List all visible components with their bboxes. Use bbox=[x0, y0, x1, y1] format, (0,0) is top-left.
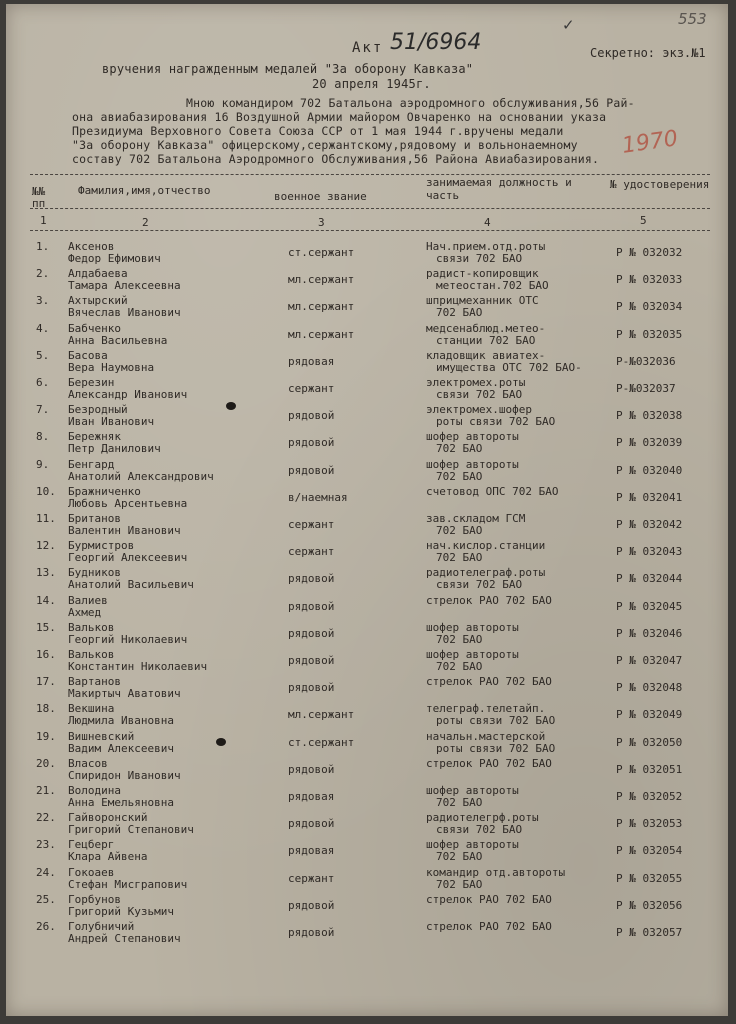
row-number: 21. bbox=[36, 784, 56, 797]
row-given-names: Георгий Алексеевич bbox=[68, 551, 188, 564]
row-number: 12. bbox=[36, 539, 56, 552]
row-number: 25. bbox=[36, 893, 56, 906]
row-post-line-1: командир отд.автороты bbox=[426, 866, 566, 879]
header-rule-top bbox=[30, 174, 710, 175]
row-rank: рядовой bbox=[288, 627, 335, 640]
row-certificate: Р № 032055 bbox=[616, 872, 683, 885]
row-post-line-1: шофер автороты bbox=[426, 430, 519, 443]
row-rank: сержант bbox=[288, 518, 335, 531]
row-post-line-1: шофер автороты bbox=[426, 648, 519, 661]
row-post-line-1: радиотелегрф.роты bbox=[426, 811, 539, 824]
row-rank: сержант bbox=[288, 382, 335, 395]
row-given-names: Анна Емельяновна bbox=[68, 796, 174, 809]
row-given-names: Александр Иванович bbox=[68, 388, 188, 401]
row-post-line-2: 702 БАО bbox=[436, 524, 483, 537]
row-number: 9. bbox=[36, 458, 50, 471]
row-number: 4. bbox=[36, 322, 50, 335]
row-post-line-1: Нач.прием.отд.роты bbox=[426, 240, 546, 253]
row-surname: Володина bbox=[68, 784, 121, 797]
row-post-line-2: 702 БАО bbox=[436, 470, 483, 483]
page-number: 553 bbox=[678, 10, 707, 28]
column-header-cert: № удостоверения bbox=[610, 178, 710, 191]
row-post-line-1: стрелок РАО 702 БАО bbox=[426, 757, 552, 770]
row-rank: рядовой bbox=[288, 681, 335, 694]
row-certificate: Р № 032032 bbox=[616, 246, 683, 259]
row-rank: рядовая bbox=[288, 790, 335, 803]
row-given-names: Петр Данилович bbox=[68, 442, 161, 455]
row-post-line-1: радист-копировщик bbox=[426, 267, 539, 280]
column-number-3: 3 bbox=[318, 216, 325, 229]
row-number: 1. bbox=[36, 240, 50, 253]
row-post-line-2: связи 702 БАО bbox=[436, 578, 523, 591]
row-surname: Векшина bbox=[68, 702, 115, 715]
row-certificate: Р № 032050 bbox=[616, 736, 683, 749]
row-number: 8. bbox=[36, 430, 50, 443]
act-title: Акт bbox=[352, 40, 384, 56]
red-stamp-number: 1970 bbox=[620, 126, 680, 159]
row-rank: рядовой bbox=[288, 436, 335, 449]
row-number: 7. bbox=[36, 403, 50, 416]
row-certificate: Р № 032042 bbox=[616, 518, 683, 531]
row-given-names: Спиридон Иванович bbox=[68, 769, 181, 782]
row-rank: рядовой bbox=[288, 899, 335, 912]
row-rank: рядовая bbox=[288, 844, 335, 857]
secret-label: Секретно: экз.№1 bbox=[590, 46, 706, 60]
row-post-line-2: станции 702 БАО bbox=[436, 334, 536, 347]
row-rank: рядовой bbox=[288, 600, 335, 613]
row-certificate: Р № 032038 bbox=[616, 409, 683, 422]
row-post-line-2: роты связи 702 БАО bbox=[436, 714, 556, 727]
row-given-names: Клара Айвена bbox=[68, 850, 148, 863]
row-rank: в/наемная bbox=[288, 491, 348, 504]
row-rank: рядовая bbox=[288, 355, 335, 368]
row-post-line-1: шприцмеханник ОТС bbox=[426, 294, 539, 307]
row-certificate: Р № 032045 bbox=[616, 600, 683, 613]
row-number: 16. bbox=[36, 648, 56, 661]
column-header-rank: военное звание bbox=[274, 190, 367, 203]
row-post-line-1: шофер автороты bbox=[426, 458, 519, 471]
row-rank: мл.сержант bbox=[288, 273, 355, 286]
column-number-4: 4 bbox=[484, 216, 491, 229]
row-surname: Горбунов bbox=[68, 893, 121, 906]
row-post-line-2: 702 БАО bbox=[436, 660, 483, 673]
row-post-line-2: роты связи 702 БАО bbox=[436, 415, 556, 428]
row-post-line-1: нач.кислор.станции bbox=[426, 539, 546, 552]
row-certificate: Р № 032046 bbox=[616, 627, 683, 640]
row-given-names: Вадим Алексеевич bbox=[68, 742, 174, 755]
row-certificate: Р № 032035 bbox=[616, 328, 683, 341]
row-post-line-1: шофер автороты bbox=[426, 621, 519, 634]
row-surname: Бенгард bbox=[68, 458, 115, 471]
row-number: 15. bbox=[36, 621, 56, 634]
row-surname: Березин bbox=[68, 376, 115, 389]
row-rank: рядовой bbox=[288, 572, 335, 585]
check-mark: ✓ bbox=[562, 16, 575, 34]
row-post-line-1: стрелок РАО 702 БАО bbox=[426, 594, 552, 607]
row-surname: Британов bbox=[68, 512, 121, 525]
row-surname: Безродный bbox=[68, 403, 128, 416]
row-post-line-1: шофер автороты bbox=[426, 784, 519, 797]
row-given-names: Георгий Николаевич bbox=[68, 633, 188, 646]
row-given-names: Людмила Ивановна bbox=[68, 714, 174, 727]
row-certificate: Р № 032047 bbox=[616, 654, 683, 667]
row-rank: рядовой bbox=[288, 409, 335, 422]
row-certificate: Р № 032057 bbox=[616, 926, 683, 939]
row-number: 3. bbox=[36, 294, 50, 307]
row-number: 19. bbox=[36, 730, 56, 743]
row-surname: Басова bbox=[68, 349, 108, 362]
row-number: 26. bbox=[36, 920, 56, 933]
row-number: 17. bbox=[36, 675, 56, 688]
row-certificate: Р № 032039 bbox=[616, 436, 683, 449]
row-surname: Бабченко bbox=[68, 322, 121, 335]
row-certificate: Р № 032052 bbox=[616, 790, 683, 803]
row-post-line-2: связи 702 БАО bbox=[436, 388, 523, 401]
row-given-names: Тамара Алексеевна bbox=[68, 279, 181, 292]
row-surname: Бережняк bbox=[68, 430, 121, 443]
row-rank: сержант bbox=[288, 872, 335, 885]
row-surname: Гайворонский bbox=[68, 811, 148, 824]
document-number: 51/6964 bbox=[390, 30, 482, 55]
row-given-names: Макиртыч Аватович bbox=[68, 687, 181, 700]
row-given-names: Григорий Степанович bbox=[68, 823, 194, 836]
row-surname: Валиев bbox=[68, 594, 108, 607]
row-given-names: Анатолий Васильевич bbox=[68, 578, 194, 591]
row-given-names: Валентин Иванович bbox=[68, 524, 181, 537]
intro-line-1: Мною командиром 702 Батальона аэродромного обслуживания,56 Рай- bbox=[186, 96, 635, 110]
row-certificate: Р № 032040 bbox=[616, 464, 683, 477]
row-number: 10. bbox=[36, 485, 56, 498]
row-surname: Вишневский bbox=[68, 730, 135, 743]
row-given-names: Анна Васильевна bbox=[68, 334, 168, 347]
row-number: 5. bbox=[36, 349, 50, 362]
row-rank: мл.сержант bbox=[288, 328, 355, 341]
row-number: 2. bbox=[36, 267, 50, 280]
row-post-line-1: электромех.шофер bbox=[426, 403, 532, 416]
row-rank: рядовой bbox=[288, 817, 335, 830]
row-post-line-2: связи 702 БАО bbox=[436, 252, 523, 265]
row-certificate: Р № 032034 bbox=[616, 300, 683, 313]
row-given-names: Ахмед bbox=[68, 606, 102, 619]
row-given-names: Любовь Арсентьевна bbox=[68, 497, 188, 510]
row-given-names: Анатолий Александрович bbox=[68, 470, 214, 483]
row-post-line-1: электромех.роты bbox=[426, 376, 526, 389]
row-certificate: Р № 032049 bbox=[616, 708, 683, 721]
row-surname: Голубничий bbox=[68, 920, 135, 933]
row-number: 14. bbox=[36, 594, 56, 607]
row-given-names: Вячеслав Иванович bbox=[68, 306, 181, 319]
row-post-line-1: зав.складом ГСМ bbox=[426, 512, 526, 525]
header-rule-mid bbox=[30, 208, 710, 209]
intro-line-4: "За оборону Кавказа" офицерскому,сержантскому,рядовому и вольнонаемному bbox=[72, 138, 578, 152]
row-post-line-1: счетовод ОПС 702 БАО bbox=[426, 485, 559, 498]
row-post-line-2: 702 БАО bbox=[436, 442, 483, 455]
row-rank: мл.сержант bbox=[288, 708, 355, 721]
row-given-names: Иван Иванович bbox=[68, 415, 155, 428]
row-certificate: Р № 032054 bbox=[616, 844, 683, 857]
row-post-line-2: 702 БАО bbox=[436, 796, 483, 809]
row-certificate: Р № 032043 bbox=[616, 545, 683, 558]
row-given-names: Григорий Кузьмич bbox=[68, 905, 174, 918]
row-number: 22. bbox=[36, 811, 56, 824]
row-post-line-1: медсенаблюд.метео- bbox=[426, 322, 546, 335]
row-post-line-2: 702 БАО bbox=[436, 850, 483, 863]
row-post-line-2: имущества ОТС 702 БАО- bbox=[436, 361, 582, 374]
row-certificate: Р № 032033 bbox=[616, 273, 683, 286]
column-header-name: Фамилия,имя,отчество bbox=[78, 184, 211, 197]
row-surname: Гецберг bbox=[68, 838, 115, 851]
row-surname: Вальков bbox=[68, 621, 115, 634]
row-post-line-1: радиотелеграф.роты bbox=[426, 566, 546, 579]
row-surname: Аксенов bbox=[68, 240, 115, 253]
row-given-names: Андрей Степанович bbox=[68, 932, 181, 945]
row-post-line-1: стрелок РАО 702 БАО bbox=[426, 675, 552, 688]
row-post-line-2: роты связи 702 БАО bbox=[436, 742, 556, 755]
row-surname: Власов bbox=[68, 757, 108, 770]
row-surname: Бражниченко bbox=[68, 485, 141, 498]
act-subtitle: вручения награжденным медалей "За оборону Кавказа" bbox=[102, 62, 474, 76]
row-rank: рядовой bbox=[288, 926, 335, 939]
row-certificate: Р-№032036 bbox=[616, 355, 676, 368]
row-number: 23. bbox=[36, 838, 56, 851]
row-post-line-2: 702 БАО bbox=[436, 878, 483, 891]
row-post-line-2: 702 БАО bbox=[436, 306, 483, 319]
row-surname: Ахтырский bbox=[68, 294, 128, 307]
row-surname: Будников bbox=[68, 566, 121, 579]
header-rule-bottom bbox=[30, 230, 710, 231]
row-post-line-2: 702 БАО bbox=[436, 633, 483, 646]
row-certificate: Р № 032056 bbox=[616, 899, 683, 912]
column-number-5: 5 bbox=[640, 214, 647, 227]
row-surname: Гокоаев bbox=[68, 866, 115, 879]
row-post-line-1: кладовщик авиатех- bbox=[426, 349, 546, 362]
row-rank: мл.сержант bbox=[288, 300, 355, 313]
intro-line-2: она авиабазирования 16 Воздушной Армии майором Овчаренко на основании указа bbox=[72, 110, 607, 124]
row-number: 13. bbox=[36, 566, 56, 579]
intro-line-3: Президиума Верховного Совета Союза ССР от 1 мая 1944 г.вручены медали bbox=[72, 124, 564, 138]
row-post-line-1: начальн.мастерской bbox=[426, 730, 546, 743]
column-number-1: 1 bbox=[40, 214, 47, 227]
column-header-num: №№ пп bbox=[32, 185, 46, 210]
row-certificate: Р № 032044 bbox=[616, 572, 683, 585]
row-given-names: Вера Наумовна bbox=[68, 361, 155, 374]
intro-line-5: составу 702 Батальона Аэродромного Обслуживания,56 Района Авиабазирования. bbox=[72, 152, 600, 166]
row-post-line-1: стрелок РАО 702 БАО bbox=[426, 920, 552, 933]
row-number: 24. bbox=[36, 866, 56, 879]
row-post-line-1: телеграф.телетайп. bbox=[426, 702, 546, 715]
row-certificate: Р № 032053 bbox=[616, 817, 683, 830]
row-post-line-1: стрелок РАО 702 БАО bbox=[426, 893, 552, 906]
row-surname: Вальков bbox=[68, 648, 115, 661]
row-rank: рядовой bbox=[288, 464, 335, 477]
ink-blot bbox=[216, 738, 226, 746]
row-number: 18. bbox=[36, 702, 56, 715]
column-header-post: занимаемая должность и часть bbox=[426, 176, 572, 202]
row-post-line-2: метеостан.702 БАО bbox=[436, 279, 549, 292]
row-rank: рядовой bbox=[288, 763, 335, 776]
row-post-line-2: связи 702 БАО bbox=[436, 823, 523, 836]
document-page bbox=[6, 4, 728, 1016]
row-rank: ст.сержант bbox=[288, 736, 355, 749]
row-surname: Бурмистров bbox=[68, 539, 135, 552]
row-rank: рядовой bbox=[288, 654, 335, 667]
column-number-2: 2 bbox=[142, 216, 149, 229]
row-number: 20. bbox=[36, 757, 56, 770]
row-number: 6. bbox=[36, 376, 50, 389]
row-rank: ст.сержант bbox=[288, 246, 355, 259]
row-surname: Вартанов bbox=[68, 675, 121, 688]
row-number: 11. bbox=[36, 512, 56, 525]
row-given-names: Федор Ефимович bbox=[68, 252, 161, 265]
row-post-line-1: шофер автороты bbox=[426, 838, 519, 851]
act-date: 20 апреля 1945г. bbox=[312, 77, 431, 91]
row-given-names: Константин Николаевич bbox=[68, 660, 208, 673]
row-certificate: Р-№032037 bbox=[616, 382, 676, 395]
row-post-line-2: 702 БАО bbox=[436, 551, 483, 564]
row-rank: сержант bbox=[288, 545, 335, 558]
row-certificate: Р № 032041 bbox=[616, 491, 683, 504]
ink-blot bbox=[226, 402, 236, 410]
row-given-names: Стефан Мисграпович bbox=[68, 878, 188, 891]
row-certificate: Р № 032051 bbox=[616, 763, 683, 776]
row-surname: Алдабаева bbox=[68, 267, 128, 280]
row-certificate: Р № 032048 bbox=[616, 681, 683, 694]
